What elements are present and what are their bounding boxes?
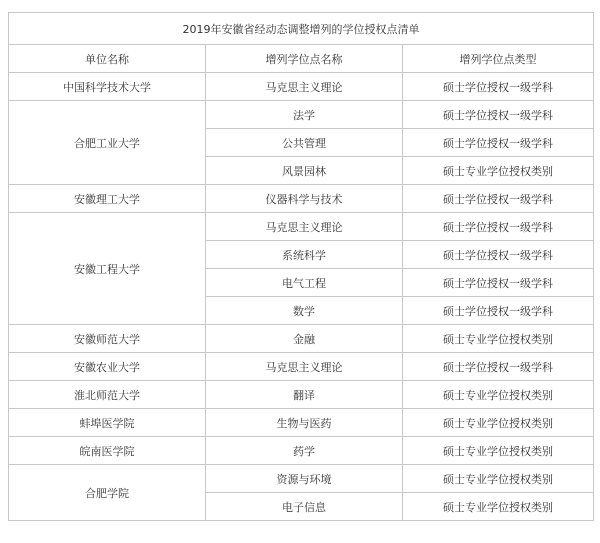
table-row [9,353,594,381]
degree-type-cell: 硕士学位授权一级学科 [403,129,594,157]
degree-authorization-table [8,12,594,521]
unit-name-cell: 皖南医学院 [9,437,206,465]
table-row [9,437,594,465]
degree-point-cell: 电气工程 [206,269,403,297]
degree-type-cell: 硕士专业学位授权类别 [403,437,594,465]
table-title: 2019年安徽省经动态调整增列的学位授权点清单 [9,13,594,45]
degree-type-cell: 硕士学位授权一级学科 [403,297,594,325]
degree-point-cell: 药学 [206,437,403,465]
degree-type-cell: 硕士学位授权一级学科 [403,269,594,297]
table-row [9,325,594,353]
unit-name-cell: 安徽师范大学 [9,325,206,353]
degree-point-cell: 生物与医药 [206,409,403,437]
degree-type-cell: 硕士学位授权一级学科 [403,241,594,269]
degree-point-cell: 翻译 [206,381,403,409]
document [8,12,594,521]
unit-name-cell: 淮北师范大学 [9,381,206,409]
degree-point-cell: 马克思主义理论 [206,353,403,381]
header-unit: 单位名称 [9,45,206,73]
degree-type-cell: 硕士专业学位授权类别 [403,493,594,521]
table-row [9,185,594,213]
table-row [9,465,594,493]
degree-point-cell: 仪器科学与技术 [206,185,403,213]
degree-type-cell: 硕士专业学位授权类别 [403,325,594,353]
degree-type-cell: 硕士学位授权一级学科 [403,73,594,101]
table-row [9,73,594,101]
degree-point-cell: 金融 [206,325,403,353]
header-point: 增列学位点名称 [206,45,403,73]
degree-point-cell: 数学 [206,297,403,325]
degree-type-cell: 硕士专业学位授权类别 [403,381,594,409]
header-row [9,45,594,73]
degree-point-cell: 电子信息 [206,493,403,521]
degree-type-cell: 硕士学位授权一级学科 [403,185,594,213]
degree-point-cell: 系统科学 [206,241,403,269]
degree-type-cell: 硕士专业学位授权类别 [403,157,594,185]
degree-type-cell: 硕士学位授权一级学科 [403,213,594,241]
degree-point-cell: 风景园林 [206,157,403,185]
table-row [9,213,594,241]
unit-name-cell: 安徽农业大学 [9,353,206,381]
unit-name-cell: 合肥工业大学 [9,101,206,185]
title-row [9,13,594,45]
header-type: 增列学位点类型 [403,45,594,73]
unit-name-cell: 安徽工程大学 [9,213,206,325]
degree-point-cell: 马克思主义理论 [206,213,403,241]
unit-name-cell: 安徽理工大学 [9,185,206,213]
unit-name-cell: 合肥学院 [9,465,206,521]
degree-point-cell: 法学 [206,101,403,129]
unit-name-cell: 蚌埠医学院 [9,409,206,437]
table-row [9,409,594,437]
degree-type-cell: 硕士专业学位授权类别 [403,465,594,493]
degree-point-cell: 马克思主义理论 [206,73,403,101]
table-row [9,381,594,409]
degree-type-cell: 硕士专业学位授权类别 [403,409,594,437]
degree-point-cell: 公共管理 [206,129,403,157]
degree-type-cell: 硕士学位授权一级学科 [403,101,594,129]
degree-type-cell: 硕士学位授权一级学科 [403,353,594,381]
degree-point-cell: 资源与环境 [206,465,403,493]
unit-name-cell: 中国科学技术大学 [9,73,206,101]
table-row [9,101,594,129]
